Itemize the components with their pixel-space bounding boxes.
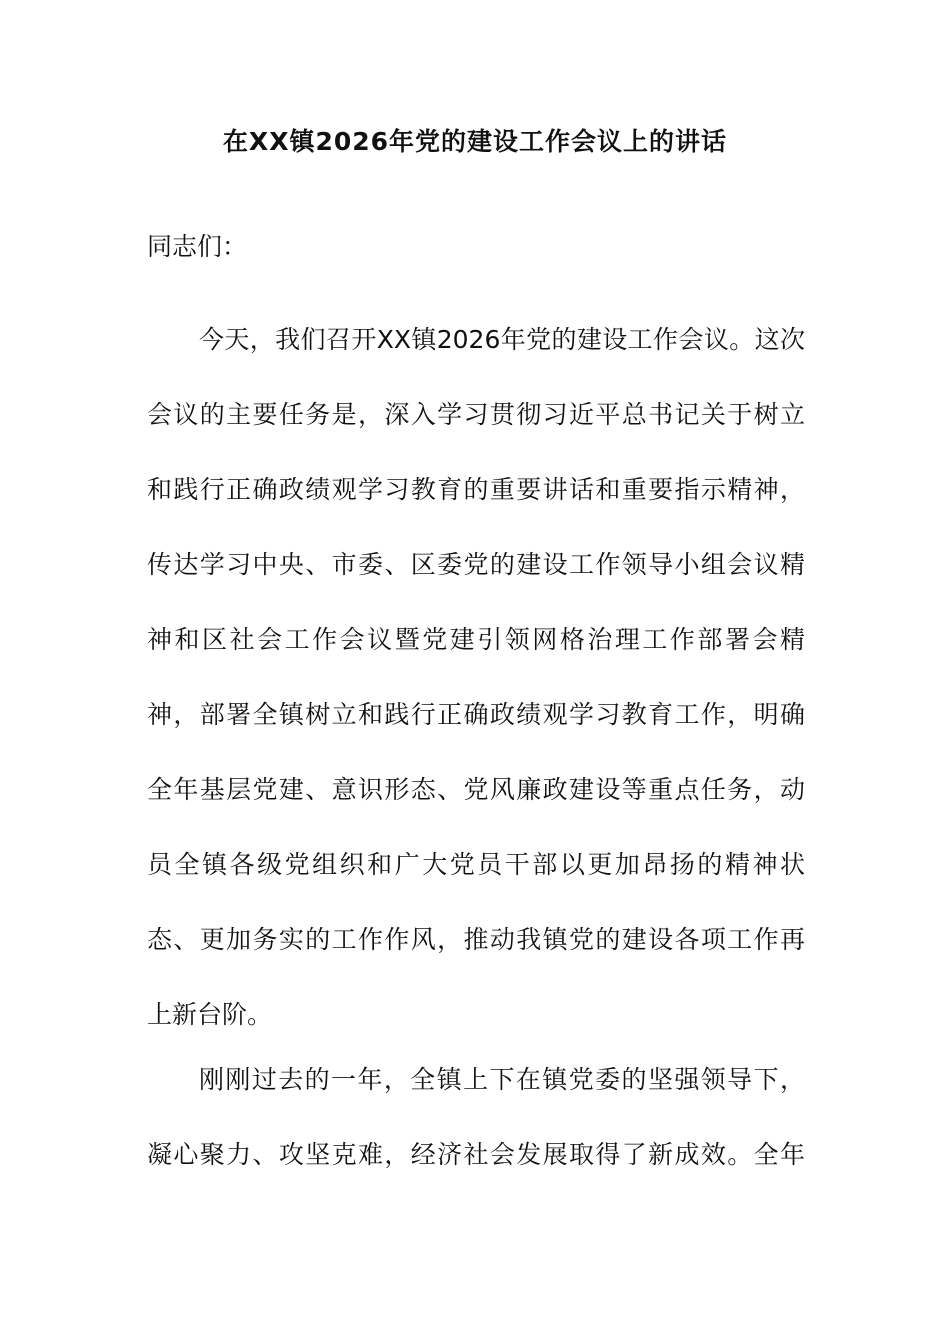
paragraph-line: 神，部署全镇树立和践行正确政绩观学习教育工作，明确 [147,700,805,729]
paragraph-line: 和践行正确政绩观学习教育的重要讲话和重要指示精神， [147,475,805,504]
paragraph-line: 会议的主要任务是，深入学习贯彻习近平总书记关于树立 [147,400,805,429]
paragraph-line: 神和区社会工作会议暨党建引领网格治理工作部署会精 [147,625,805,654]
salutation: 同志们： [147,232,248,261]
paragraph-line: 刚刚过去的一年，全镇上下在镇党委的坚强领导下， [199,1065,805,1094]
paragraph-line: 今天，我们召开XX镇2026年党的建设工作会议。这次 [199,325,805,354]
paragraph-line: 上新台阶。 [147,1000,273,1029]
paragraph-line: 员全镇各级党组织和广大党员干部以更加昂扬的精神状 [147,850,805,879]
paragraph-line: 凝心聚力、攻坚克难，经济社会发展取得了新成效。全年 [147,1140,805,1169]
paragraph-line: 态、更加务实的工作作风，推动我镇党的建设各项工作再 [147,925,805,954]
document-title: 在XX镇2026年党的建设工作会议上的讲话 [222,127,728,156]
paragraph-line: 全年基层党建、意识形态、党风廉政建设等重点任务，动 [147,775,805,804]
paragraph-line: 传达学习中央、市委、区委党的建设工作领导小组会议精 [147,550,805,579]
